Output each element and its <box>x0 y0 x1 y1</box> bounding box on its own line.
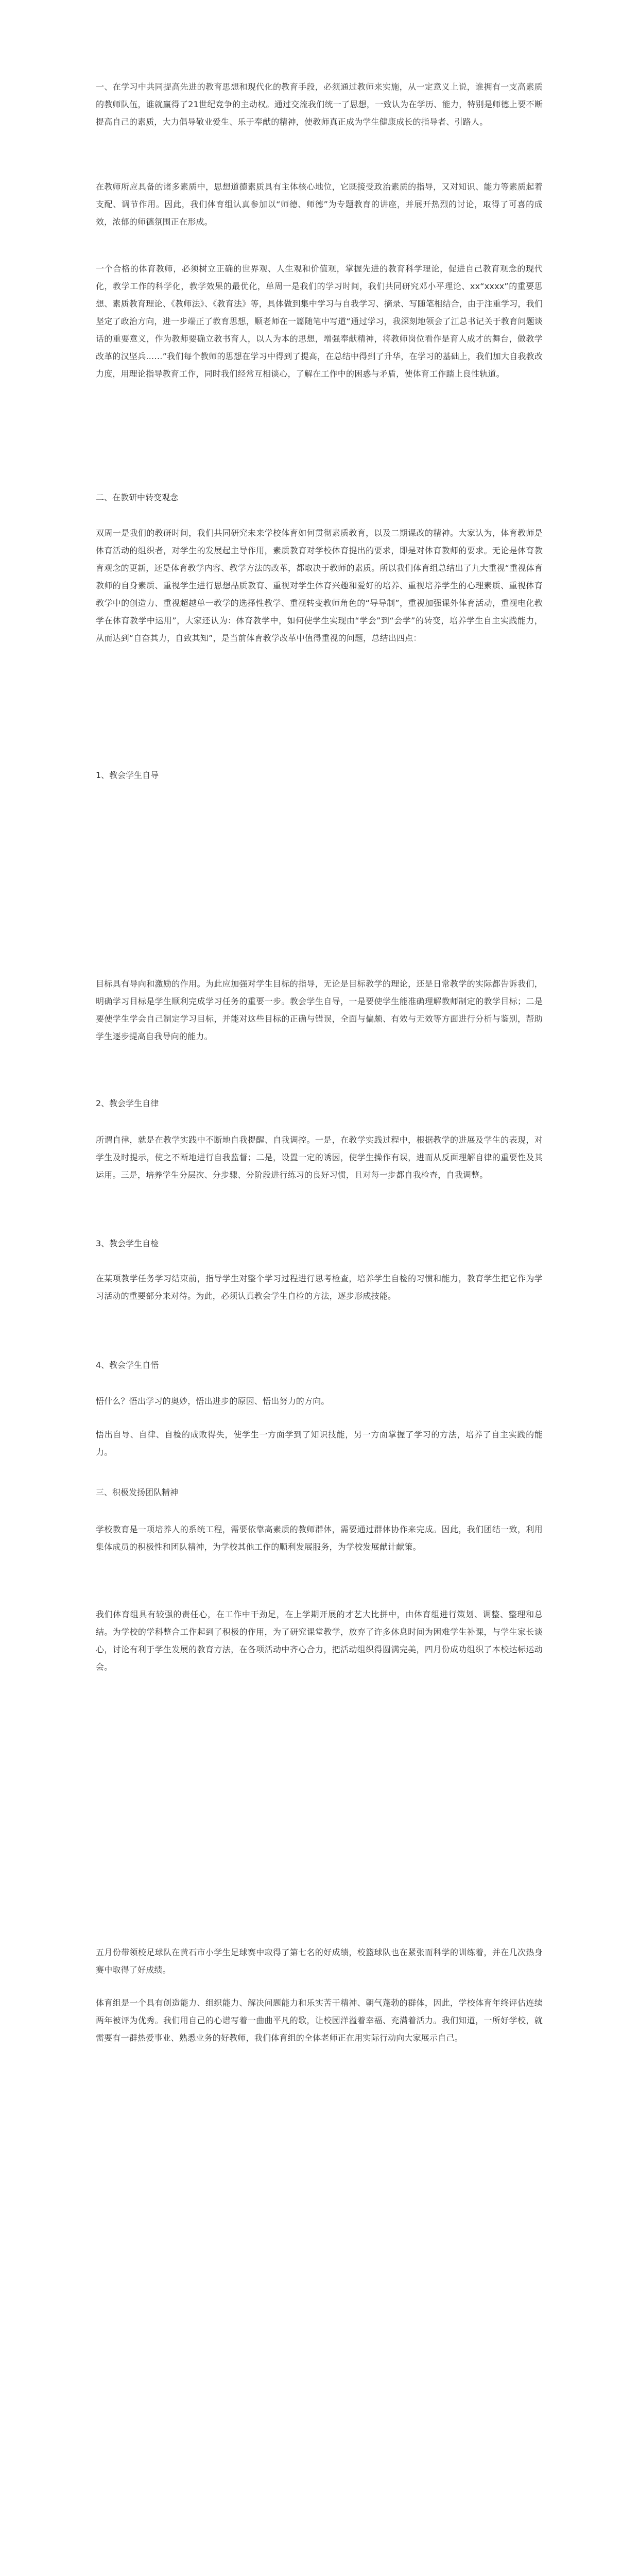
section-heading-2: 二、在教研中转变观念 <box>96 493 179 502</box>
paragraph-13: 体育组是一个具有创造能力、组织能力、解决问题能力和乐实苦干精神、朝气蓬勃的群体，因此，学校体育年终评估连续两年被评为优秀。我们用自己的心谱写着一曲曲平凡的歌，让校园洋溢着幸福、充满着活力。我们知道，一所好学校，就需要有一群热爱事业、熟悉业务的好教师，我们体育组的全体老师正在用实际行动向大家展示自己。 <box>96 1998 543 2043</box>
paragraph-11: 我们体育组具有较强的责任心，在工作中干劲足，在上学期开展的才艺大比拼中，由体育组进行策划、调整、整理和总结。为学校的学科整合工作起到了积极的作用，为了研究课堂教学，放弃了许多休息时间为困难学生补课，与学生家长谈心，讨论有利于学生发展的教育方法，在各项活动中齐心合力，把活动组织得圆满完美，四月份成功组织了本校达标运动会。 <box>96 1609 543 1672</box>
subheading-self-discipline: 2、教会学生自律 <box>96 1098 159 1108</box>
paragraph-9: 悟出自导、自律、自检的成败得失，使学生一方面学到了知识技能，另一方面掌握了学习的方法，培养了自主实践的能力。 <box>96 1430 543 1457</box>
paragraph-1: 一、在学习中共同提高先进的教育思想和现代化的教育手段，必须通过教师来实施，从一定意义上说，谁拥有一支高素质的教师队伍，谁就赢得了21世纪竞争的主动权。通过交流我们统一了思想，一致认为在学历、能力，特别是师德上要不断提高自己的素质，大力倡导敬业爱生、乐于奉献的精神，使教师真正成为学生健康成长的指导者、引路人。 <box>96 82 543 127</box>
paragraph-3: 一个合格的体育教师，必须树立正确的世界观、人生观和价值观，掌握先进的教育科学理论，促进自己教育观念的现代化，教学工作的科学化，教学效果的最优化，单周一是我们的学习时间，我们共同研究邓小平理论、xx“xxxx”的重要思想、素质教育理论、《教师法》、《教育法》等，具体做到集中学习与自我学习、摘录、写随笔相结合，由于注重学习，我们坚定了政治方向，进一步端正了教育思想，顺老师在一篇随笔中写道“通过学习，我深刻地领会了江总书记关于教育问题谈话的重要意义，作为教师要确立教书育人，以人为本的思想，增强奉献精神，将教师岗位看作是育人成才的舞台，做教学改革的汉坚兵……”我们每个教师的思想在学习中得到了提高，在总结中得到了升华，在学习的基础上，我们加大自我教改力度，用理论指导教育工作，同时我们经常互相谈心，了解在工作中的困惑与矛盾，使体育工作踏上良性轨道。 <box>96 264 543 379</box>
paragraph-7: 在某项教学任务学习结束前，指导学生对整个学习过程进行思考检查，培养学生自检的习惯和能力，教育学生把它作为学习活动的重要部分来对待。为此，必须认真教会学生自检的方法，逐步形成技能。 <box>96 1274 543 1301</box>
paragraph-4: 双周一是我们的教研时间，我们共同研究未来学校体育如何贯彻素质教育，以及二期课改的精神。大家认为，体育教师是体育活动的组织者，对学生的发展起主导作用，素质教育对学校体育提出的要求，即是对体育教师的要求。无论是体育教育观念的更新，还是体育教学内容、教学方法的改革，都取决于教师的素质。所以我们体育组总结出了九大重视“重视体育教师的自身素质、重视学生进行思想品质教育、重视对学生体育兴趣和爱好的培养、重视培养学生的心理素质、重视体育教学中的创造力、重视超越单一教学的选择性教学、重视转变教师角色的“导导制”，重视加强课外体育活动，重视电化教学在体育教学中运用”，大家还认为：体育教学中，如何使学生实现由“学会”到“会学”的转变，培养学生自主实践能力，从而达到“自奋其力，自致其知”，是当前体育教学改革中值得重视的问题，总结出四点： <box>96 528 543 643</box>
paragraph-10: 学校教育是一项培养人的系统工程，需要依靠高素质的教师群体，需要通过群体协作来完成。因此，我们团结一致，利用集体成员的积极性和团队精神，为学校其他工作的顺利发展服务，为学校发展献计献策。 <box>96 1524 543 1552</box>
blank-space <box>96 793 543 963</box>
subheading-self-guide: 1、教会学生自导 <box>96 770 159 780</box>
paragraph-6: 所谓自律，就是在教学实践中不断地自我提醒、自我调控。一是，在教学实践过程中，根据教学的进展及学生的表现，对学生及时提示，使之不断地进行自我监督；二是，设置一定的诱因，使学生操作有误，进而从反面理解自律的重要性及其运用。三是，培养学生分层次、分步骤、分阶段进行练习的良好习惯，且对每一步都自我检查，自我调整。 <box>96 1135 543 1180</box>
subheading-self-check: 3、教会学生自检 <box>96 1239 159 1248</box>
section-heading-3: 三、积极发扬团队精神 <box>96 1487 179 1497</box>
paragraph-12: 五月份带领校足球队在黄石市小学生足球赛中取得了第七名的好成绩，校篮球队也在紧张而科学的训练着，并在几次热身赛中取得了好成绩。 <box>96 1947 543 1975</box>
paragraph-5: 目标具有导向和激励的作用。为此应加强对学生目标的指导，无论是目标教学的理论，还是日常教学的实际都告诉我们，明确学习目标是学生顺利完成学习任务的重要一步。教会学生自导，一是要使学生能准确理解教师制定的教学目标；二是要使学生学会自己制定学习目标，并能对这些目标的正确与错误，全面与偏颇、有效与无效等方面进行分析与鉴别，帮助学生逐步提高自我导向的能力。 <box>96 979 543 1041</box>
paragraph-2: 在教师所应具备的诸多素质中，思想道德素质具有主体核心地位，它既接受政治素质的指导，又对知识、能力等素质起着支配、调节作用。因此，我们体育组认真参加以“师德、师德”为专题教育的讲座，并展开热烈的讨论，取得了可喜的成效，浓郁的师德氛围正在形成。 <box>96 182 543 227</box>
blank-space <box>96 1695 543 1917</box>
paragraph-8: 悟什么？悟出学习的奥妙，悟出进步的原因、悟出努力的方向。 <box>96 1396 330 1406</box>
subheading-self-insight: 4、教会学生自悟 <box>96 1360 159 1370</box>
